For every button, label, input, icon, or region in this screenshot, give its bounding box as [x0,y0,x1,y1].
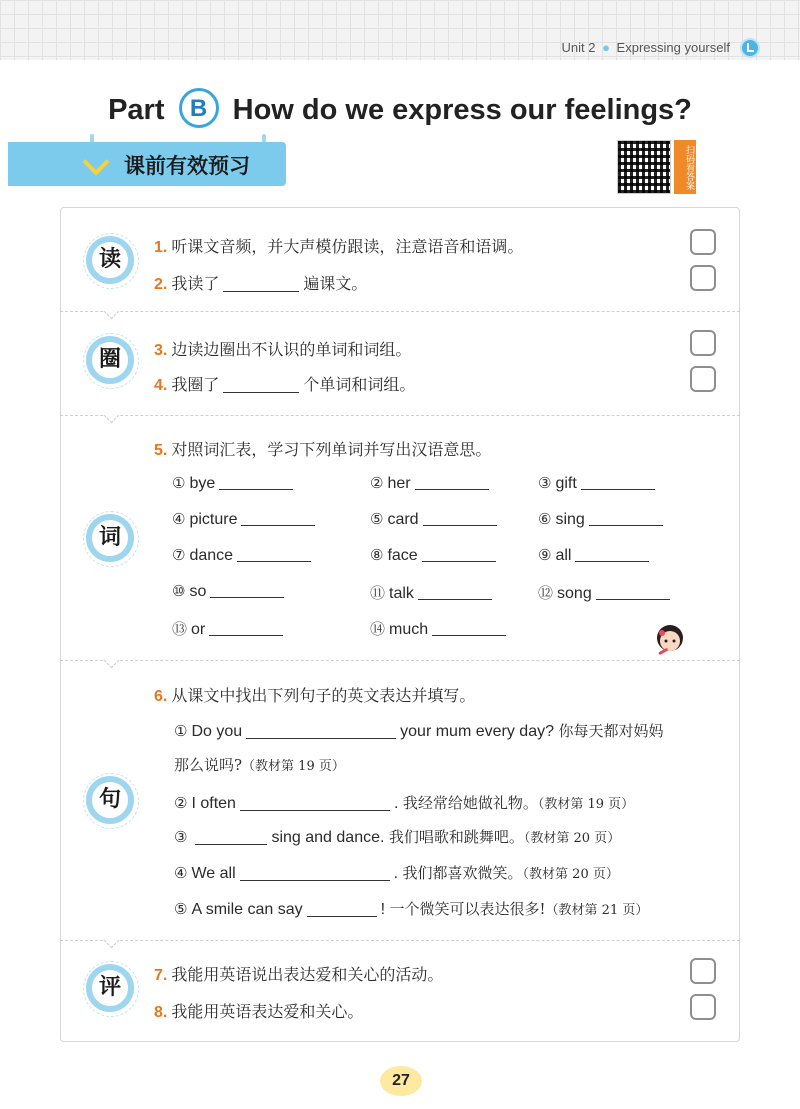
section-banner [8,142,286,186]
word-item: ⑥ sing [538,510,663,529]
sentence-2: ② I often . 我经常给她做礼物。（教材第 19 页） [174,794,635,812]
blank-read-count[interactable] [223,276,299,292]
word-blank[interactable] [418,585,492,600]
checkbox-4[interactable] [690,366,716,392]
sentence-blank[interactable] [240,795,390,811]
word-blank[interactable] [432,621,506,636]
separator-dot: ● [602,40,610,55]
word-item: ⑪ talk [370,582,492,603]
girl-mascot-icon [650,620,690,660]
blank-circle-count[interactable] [223,377,299,393]
unit-number: Unit 2 [561,40,596,55]
word-item: ⑩ so [172,582,284,601]
checkbox-3[interactable] [690,330,716,356]
badge-sentences: 句 [86,776,134,824]
word-item: ⑧ face [370,546,496,565]
qr-code-icon[interactable] [617,140,671,194]
word-blank[interactable] [210,583,284,598]
word-blank[interactable] [209,621,283,636]
word-item: ④ picture [172,510,315,529]
item-1: 1. 听课文音频，并大声模仿跟读，注意语音和语调。 [154,237,524,256]
item-4: 4. 我圈了 个单词和词组。 [154,375,416,394]
item-2: 2. 我读了 遍课文。 [154,274,368,293]
word-item: ① bye [172,474,293,493]
banner-title: 课前有效预习 [124,154,250,178]
checkbox-2[interactable] [690,265,716,291]
item-7: 7. 我能用英语说出表达爱和关心的活动。 [154,965,444,984]
word-item: ⑤ card [370,510,497,529]
sentence-1-cont: 那么说吗?（教材第 19 页） [174,756,345,774]
part-letter-badge: B [179,88,219,128]
word-blank[interactable] [422,547,496,562]
word-blank[interactable] [241,511,315,526]
sentence-blank[interactable] [246,723,396,739]
checkbox-1[interactable] [690,229,716,255]
checkbox-8[interactable] [690,994,716,1020]
section-divider [60,311,740,312]
item-6: 6. 从课文中找出下列句子的英文表达并填写。 [154,686,476,705]
item-5: 5. 对照词汇表，学习下列单词并写出汉语意思。 [154,440,492,459]
sentence-blank[interactable] [240,865,390,881]
word-blank[interactable] [589,511,663,526]
title-prefix: Part [108,94,165,126]
checkmark-icon [82,148,109,175]
sentence-5: ⑤ A smile can say ! 一个微笑可以表达很多!（教材第 21 页） [174,900,649,918]
word-blank[interactable] [575,547,649,562]
section-divider [60,940,740,941]
section-divider [60,415,740,416]
word-blank[interactable] [581,475,655,490]
badge-read: 读 [86,236,134,284]
item-3: 3. 边读边圈出不认识的单词和词组。 [154,340,412,359]
unit-label [561,40,730,55]
sentence-4: ④ We all . 我们都喜欢微笑。（教材第 20 页） [174,864,619,882]
word-blank[interactable] [237,547,311,562]
word-blank[interactable] [596,585,670,600]
sentence-1: ① Do you your mum every day? 你每天都对妈妈 [174,722,664,740]
qr-label: 扫码看答案 [674,140,696,194]
title-question: How do we express our feelings? [232,94,692,126]
checkbox-7[interactable] [690,958,716,984]
word-item: ⑬ or [172,618,283,639]
badge-circle: 圈 [86,336,134,384]
unit-topic: Expressing yourself [616,40,730,55]
word-item: ② her [370,474,489,493]
word-item: ⑦ dance [172,546,311,565]
word-item: ⑭ much [370,618,506,639]
sentence-blank[interactable] [195,829,267,845]
word-item: ⑫ song [538,582,670,603]
word-blank[interactable] [423,511,497,526]
sentence-3: ③ sing and dance. 我们唱歌和跳舞吧。（教材第 20 页） [174,828,621,846]
word-blank[interactable] [415,475,489,490]
clock-check-icon [740,38,760,58]
page-title [0,88,800,128]
item-8: 8. 我能用英语表达爱和关心。 [154,1002,364,1021]
section-divider [60,660,740,661]
sentence-blank[interactable] [307,901,377,917]
badge-evaluate: 评 [86,964,134,1012]
word-item: ③ gift [538,474,655,493]
badge-words: 词 [86,514,134,562]
word-item: ⑨ all [538,546,649,565]
page-number: 27 [380,1066,422,1096]
word-blank[interactable] [219,475,293,490]
